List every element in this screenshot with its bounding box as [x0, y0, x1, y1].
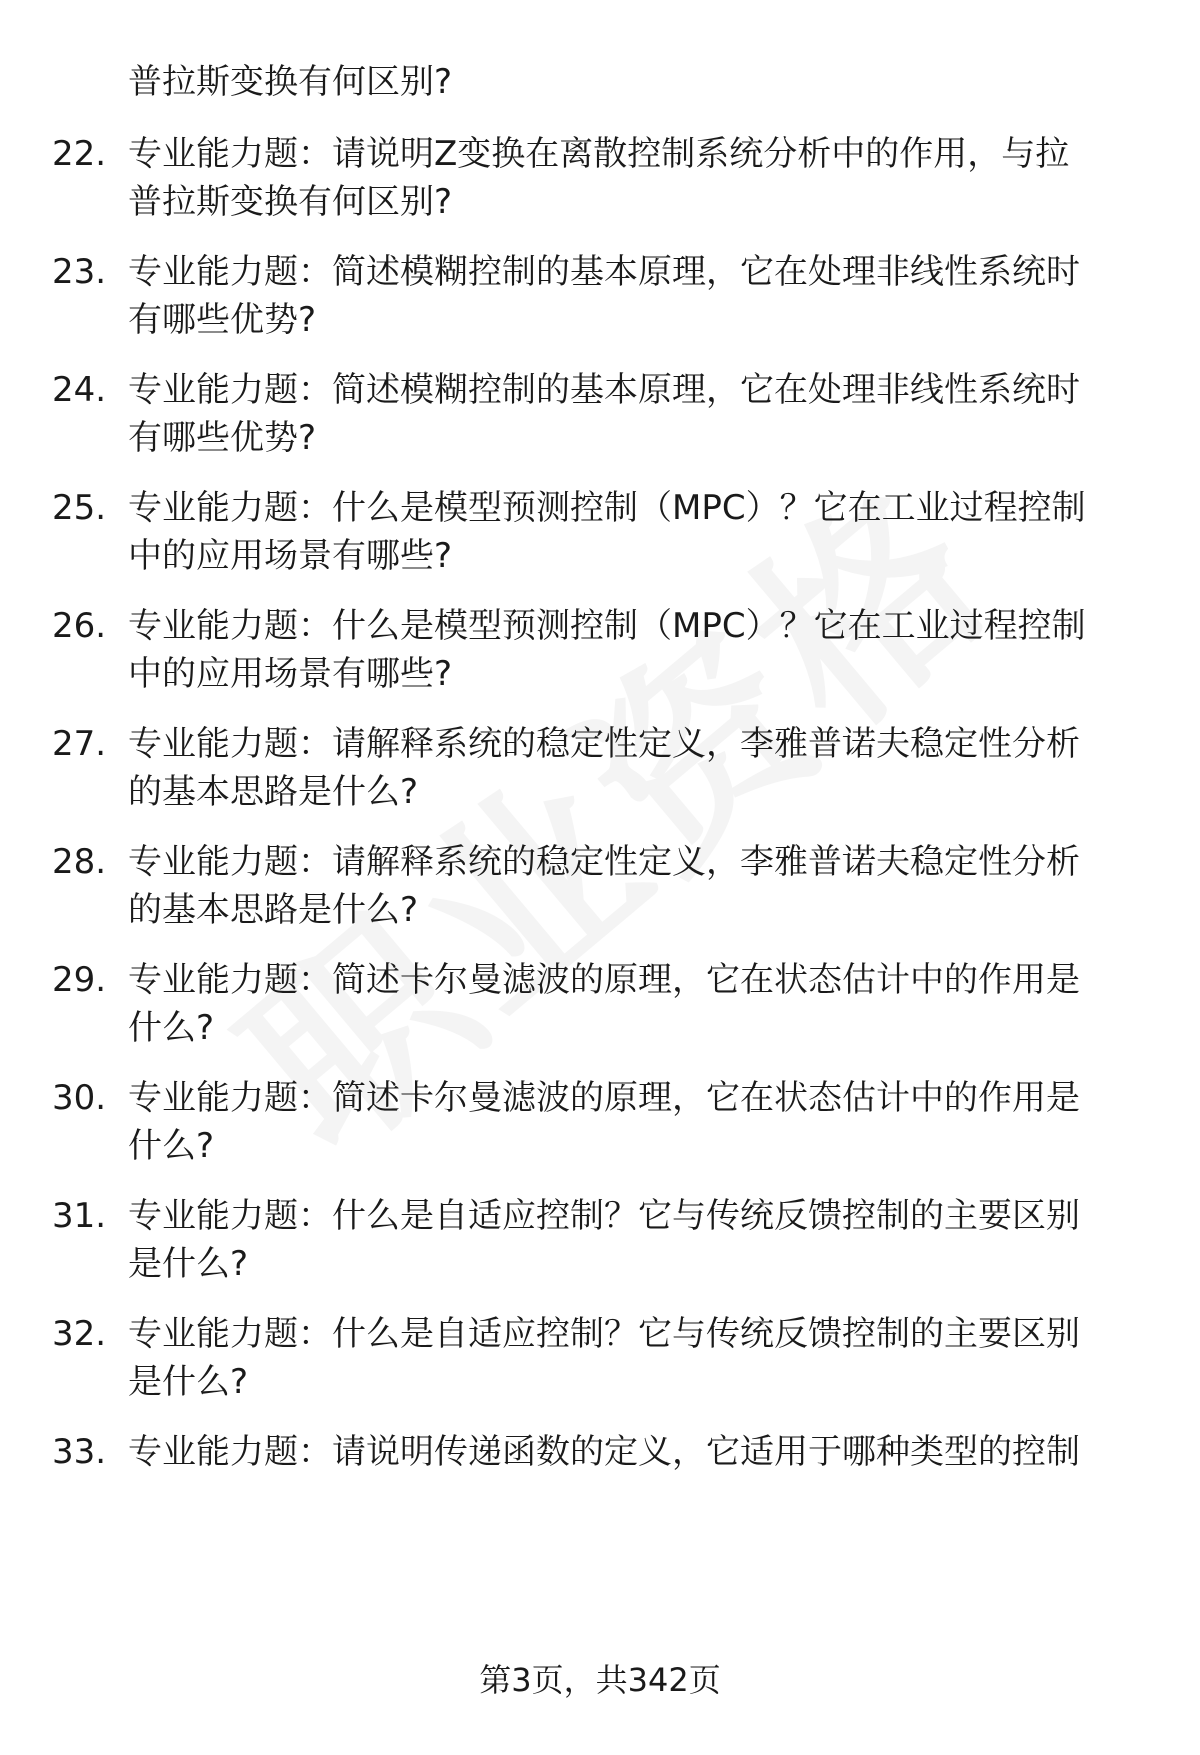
question-line-2: 是什么?	[128, 1362, 249, 1402]
question-number: 32.	[52, 1314, 107, 1354]
question-number: 22.	[52, 134, 107, 174]
question-line-2: 有哪些优势?	[128, 300, 317, 340]
question-line-1: 专业能力题：什么是自适应控制？它与传统反馈控制的主要区别	[128, 1314, 1080, 1354]
question-line-2: 是什么?	[128, 1244, 249, 1284]
question-text	[128, 602, 1158, 698]
question-line-1: 专业能力题：什么是自适应控制？它与传统反馈控制的主要区别	[128, 1196, 1080, 1236]
continuation-line: 普拉斯变换有何区别?	[128, 62, 453, 102]
question-number: 29.	[52, 960, 107, 1000]
question-text	[128, 1074, 1158, 1170]
question-line-1: 专业能力题：什么是模型预测控制（MPC）？它在工业过程控制	[128, 488, 1086, 528]
question-number: 23.	[52, 252, 107, 292]
question-text	[128, 720, 1158, 816]
question-line-1: 专业能力题：请说明传递函数的定义，它适用于哪种类型的控制	[128, 1432, 1080, 1472]
page-footer: 第3页，共342页	[479, 1661, 721, 1699]
question-number: 30.	[52, 1078, 107, 1118]
question-line-2: 的基本思路是什么?	[128, 772, 419, 812]
question-number: 27.	[52, 724, 107, 764]
question-line-1: 专业能力题：简述卡尔曼滤波的原理，它在状态估计中的作用是	[128, 1078, 1080, 1118]
question-number: 33.	[52, 1432, 107, 1472]
question-line-2: 中的应用场景有哪些?	[128, 536, 453, 576]
question-line-2: 有哪些优势?	[128, 418, 317, 458]
question-line-2: 什么?	[128, 1126, 215, 1166]
question-number: 25.	[52, 488, 107, 528]
question-number: 28.	[52, 842, 107, 882]
question-text	[128, 130, 1158, 226]
question-text	[128, 1310, 1158, 1406]
question-number: 26.	[52, 606, 107, 646]
question-number: 31.	[52, 1196, 107, 1236]
question-line-1: 专业能力题：请说明Z变换在离散控制系统分析中的作用，与拉	[128, 134, 1070, 174]
question-text	[128, 248, 1158, 344]
question-line-1: 专业能力题：简述模糊控制的基本原理，它在处理非线性系统时	[128, 370, 1080, 410]
question-line-1: 专业能力题：请解释系统的稳定性定义，李雅普诺夫稳定性分析	[128, 842, 1080, 882]
question-text	[128, 484, 1158, 580]
question-line-1: 专业能力题：请解释系统的稳定性定义，李雅普诺夫稳定性分析	[128, 724, 1080, 764]
question-line-1: 专业能力题：简述模糊控制的基本原理，它在处理非线性系统时	[128, 252, 1080, 292]
question-text	[128, 1192, 1158, 1288]
question-text	[128, 956, 1158, 1052]
question-line-2: 什么?	[128, 1008, 215, 1048]
question-line-2: 普拉斯变换有何区别?	[128, 182, 453, 222]
question-line-1: 专业能力题：简述卡尔曼滤波的原理，它在状态估计中的作用是	[128, 960, 1080, 1000]
question-text	[128, 1428, 1158, 1476]
question-number: 24.	[52, 370, 107, 410]
question-text	[128, 366, 1158, 462]
question-line-2: 的基本思路是什么?	[128, 890, 419, 930]
question-line-1: 专业能力题：什么是模型预测控制（MPC）？它在工业过程控制	[128, 606, 1086, 646]
question-line-2: 中的应用场景有哪些?	[128, 654, 453, 694]
question-text	[128, 838, 1158, 934]
